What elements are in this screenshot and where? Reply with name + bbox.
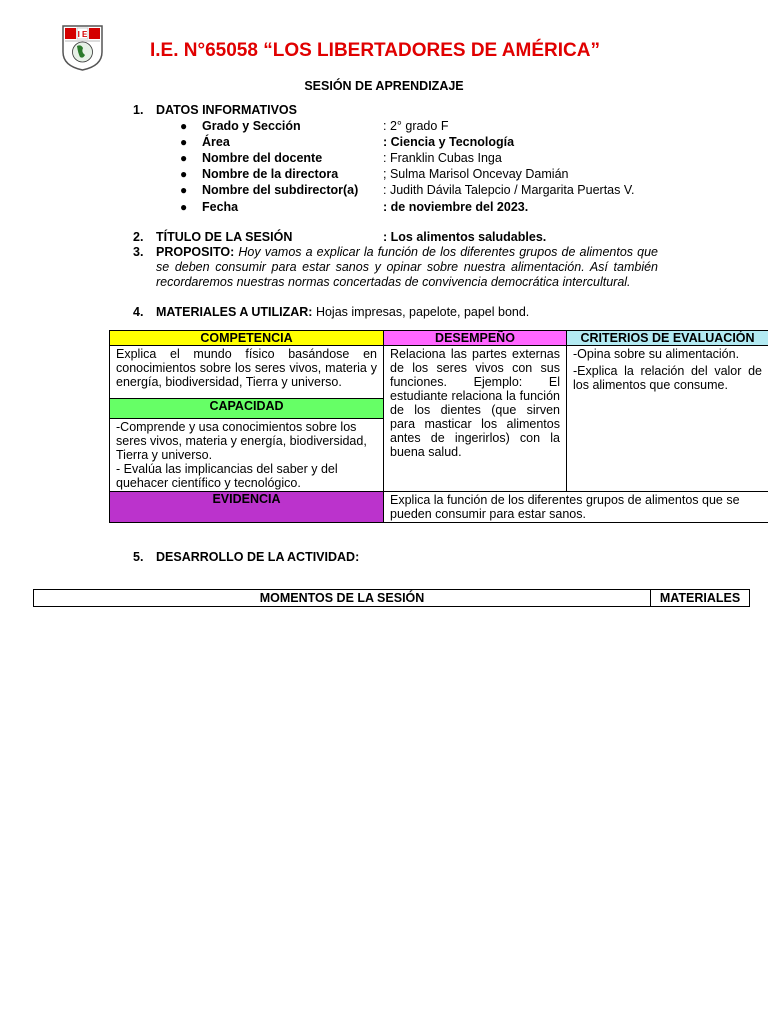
- info-value: : Judith Dávila Talepcio / Margarita Puertas V.: [383, 183, 635, 197]
- info-row-area: [180, 135, 740, 151]
- section-1-title: DATOS INFORMATIVOS: [156, 103, 297, 117]
- desempeno-cell: Relaciona las partes externas de los seres vivos con sus funciones. Ejemplo: El estudiante relaciona la función de los dientes (que sirven para masticar los alimentos antes de ingerirlos) con la buena salud.: [384, 346, 567, 492]
- info-label: Nombre del docente: [202, 151, 323, 165]
- info-label: Fecha: [202, 200, 239, 214]
- moments-header: MOMENTOS DE LA SESIÓN: [34, 590, 651, 607]
- competencia-cell: Explica el mundo físico basándose en conocimientos sobre los seres vivos, materia y energía, biodiversidad, Tierra y universo.: [110, 346, 384, 399]
- info-label: Nombre de la directora: [202, 167, 339, 181]
- bullet-icon: ●: [180, 183, 188, 197]
- section-3-number: 3.: [133, 245, 144, 259]
- bullet-icon: ●: [180, 151, 188, 165]
- moments-table: [33, 589, 750, 607]
- section-2-number: 2.: [133, 230, 144, 244]
- info-row-directora: [180, 167, 740, 183]
- info-row-fecha: [180, 200, 740, 216]
- criterio-item: -Opina sobre su alimentación.: [573, 347, 740, 361]
- materials-header: MATERIALES: [651, 590, 750, 607]
- criterio-item: -Explica la relación del valor de los alimentos que consume.: [573, 364, 762, 392]
- bullet-icon: ●: [180, 200, 188, 214]
- info-value: : Franklin Cubas Inga: [383, 151, 502, 165]
- info-value: : Ciencia y Tecnología: [383, 135, 515, 149]
- section-5-number: 5.: [133, 550, 144, 564]
- capacidad-header: CAPACIDAD: [110, 399, 384, 419]
- evidencia-header: EVIDENCIA: [110, 492, 384, 523]
- purpose-text: Hoy vamos a explicar la función de los diferentes grupos de alimentos que se deben consumir para estar sanos y opinar sobre nuestra alimentación. Así también recordaremos nuestras normas concertadas de convivencia democrática intercultural.: [156, 245, 658, 289]
- session-topic: : Los alimentos saludables.: [383, 230, 547, 244]
- school-crest-icon: [61, 24, 104, 71]
- svg-text:I E: I E: [77, 30, 88, 39]
- info-label: Nombre del subdirector(a): [202, 183, 359, 197]
- evidencia-cell: Explica la función de los diferentes grupos de alimentos que se pueden consumir para estar sanos.: [384, 492, 768, 523]
- capacidad-item: -Comprende y usa conocimientos sobre los seres vivos, materia y energía, biodiversidad, Tierra y universo.: [116, 420, 367, 462]
- criterios-header: CRITERIOS DE EVALUACIÓN: [567, 331, 768, 346]
- info-row-subdirector: [180, 183, 740, 199]
- info-row-docente: [180, 151, 740, 167]
- competency-table: [109, 330, 768, 523]
- info-label: Grado y Sección: [202, 119, 301, 133]
- info-value: : 2° grado F: [383, 119, 449, 133]
- info-row-grado: [180, 119, 740, 135]
- school-logo: [61, 24, 104, 71]
- bullet-icon: ●: [180, 135, 188, 149]
- section-2-label: TÍTULO DE LA SESIÓN: [156, 230, 293, 244]
- info-label: Área: [202, 135, 230, 149]
- capacidad-cell: [110, 419, 384, 492]
- info-value: : de noviembre del 2023.: [383, 200, 529, 214]
- competencia-header: COMPETENCIA: [110, 331, 384, 346]
- info-value: ; Sulma Marisol Oncevay Damián: [383, 167, 569, 181]
- desempeno-header: DESEMPEÑO: [384, 331, 567, 346]
- section-1-number: 1.: [133, 103, 144, 117]
- materials-line: [156, 305, 529, 319]
- bullet-icon: ●: [180, 167, 188, 181]
- criterios-cell: [567, 346, 768, 492]
- purpose-paragraph: [156, 245, 658, 290]
- section-5-title: DESARROLLO DE LA ACTIVIDAD:: [156, 550, 360, 564]
- session-title: SESIÓN DE APRENDIZAJE: [304, 79, 464, 93]
- materials-label: MATERIALES A UTILIZAR:: [156, 305, 313, 319]
- materials-text: Hojas impresas, papelote, papel bond.: [315, 305, 530, 319]
- school-title: I.E. N°65058 “LOS LIBERTADORES DE AMÉRICA”: [150, 40, 600, 61]
- capacidad-item: - Evalúa las implicancias del saber y del quehacer científico y tecnológico.: [116, 462, 338, 490]
- bullet-icon: ●: [180, 119, 188, 133]
- purpose-label: PROPOSITO:: [156, 245, 235, 259]
- section-4-number: 4.: [133, 305, 144, 319]
